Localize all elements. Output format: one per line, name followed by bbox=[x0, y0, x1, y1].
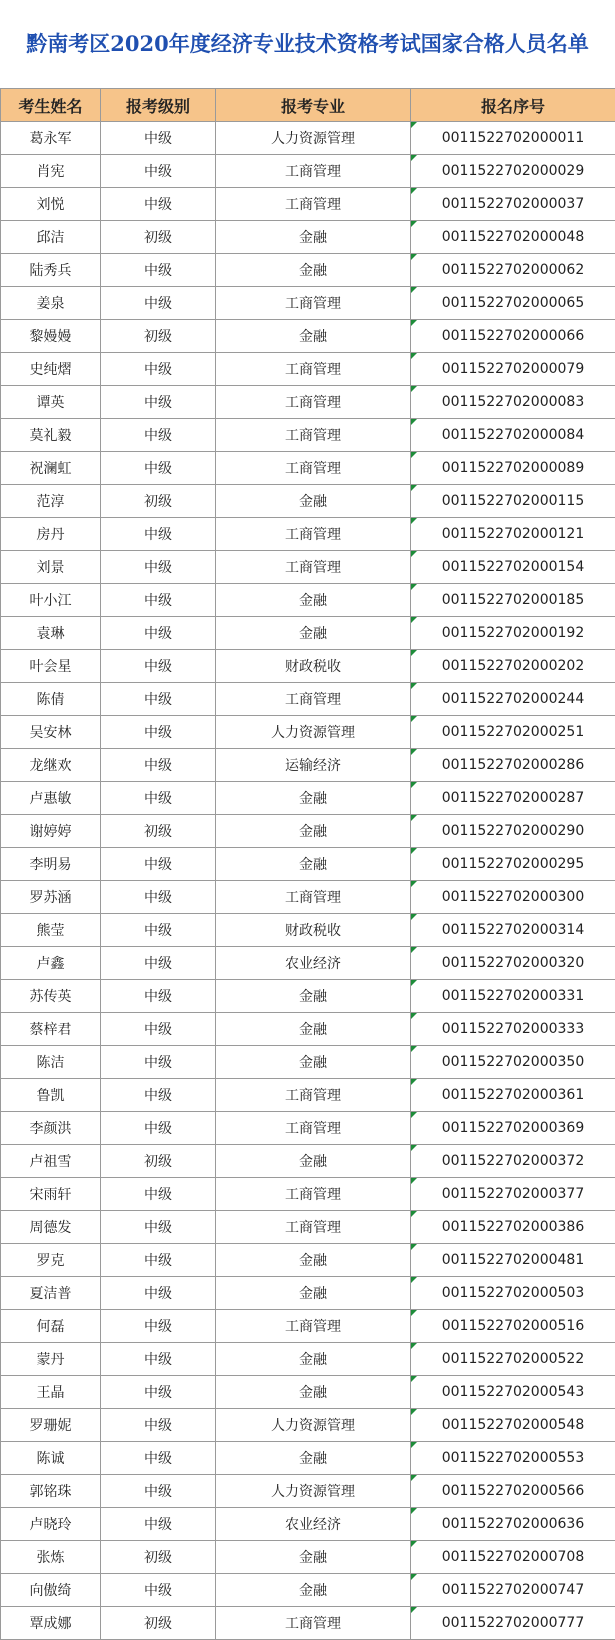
candidate-name-cell: 鲁凯 bbox=[1, 1079, 101, 1112]
table-row bbox=[1, 617, 615, 650]
candidate-name-cell: 刘悦 bbox=[1, 188, 101, 221]
exam-level-cell: 中级 bbox=[101, 683, 216, 716]
table-row bbox=[1, 815, 615, 848]
exam-level-cell: 中级 bbox=[101, 1013, 216, 1046]
table-row bbox=[1, 485, 615, 518]
table-row bbox=[1, 1178, 615, 1211]
table-row bbox=[1, 122, 615, 155]
table-row bbox=[1, 1376, 615, 1409]
registration-number-cell: 0011522702000083 bbox=[411, 386, 615, 419]
exam-major-cell: 工商管理 bbox=[216, 287, 411, 320]
exam-level-cell: 初级 bbox=[101, 485, 216, 518]
exam-major-cell: 金融 bbox=[216, 980, 411, 1013]
candidate-name-cell: 葛永军 bbox=[1, 122, 101, 155]
registration-number-cell: 0011522702000300 bbox=[411, 881, 615, 914]
candidate-name-cell: 罗克 bbox=[1, 1244, 101, 1277]
registration-number-cell: 0011522702000287 bbox=[411, 782, 615, 815]
exam-major-cell: 金融 bbox=[216, 221, 411, 254]
registration-number-cell: 0011522702000244 bbox=[411, 683, 615, 716]
table-row bbox=[1, 1013, 615, 1046]
exam-level-cell: 中级 bbox=[101, 947, 216, 980]
exam-level-cell: 中级 bbox=[101, 1376, 216, 1409]
exam-major-cell: 金融 bbox=[216, 1046, 411, 1079]
registration-number-cell: 0011522702000708 bbox=[411, 1541, 615, 1574]
exam-level-cell: 中级 bbox=[101, 353, 216, 386]
exam-major-cell: 工商管理 bbox=[216, 518, 411, 551]
exam-level-cell: 中级 bbox=[101, 419, 216, 452]
registration-number-cell: 0011522702000065 bbox=[411, 287, 615, 320]
registration-number-cell: 0011522702000011 bbox=[411, 122, 615, 155]
table-row bbox=[1, 221, 615, 254]
column-header-name: 考生姓名 bbox=[1, 89, 101, 122]
exam-level-cell: 中级 bbox=[101, 518, 216, 551]
exam-level-cell: 中级 bbox=[101, 1343, 216, 1376]
candidate-name-cell: 龙继欢 bbox=[1, 749, 101, 782]
exam-level-cell: 初级 bbox=[101, 815, 216, 848]
table-row bbox=[1, 419, 615, 452]
exam-major-cell: 工商管理 bbox=[216, 1310, 411, 1343]
exam-level-cell: 中级 bbox=[101, 1277, 216, 1310]
exam-level-cell: 中级 bbox=[101, 1046, 216, 1079]
exam-major-cell: 金融 bbox=[216, 1244, 411, 1277]
registration-number-cell: 0011522702000251 bbox=[411, 716, 615, 749]
exam-level-cell: 中级 bbox=[101, 1574, 216, 1607]
candidate-name-cell: 卢祖雪 bbox=[1, 1145, 101, 1178]
exam-major-cell: 工商管理 bbox=[216, 1211, 411, 1244]
exam-level-cell: 中级 bbox=[101, 584, 216, 617]
exam-major-cell: 财政税收 bbox=[216, 650, 411, 683]
exam-level-cell: 中级 bbox=[101, 551, 216, 584]
table-row bbox=[1, 1112, 615, 1145]
registration-number-cell: 0011522702000331 bbox=[411, 980, 615, 1013]
exam-level-cell: 初级 bbox=[101, 1607, 216, 1640]
candidate-name-cell: 覃成娜 bbox=[1, 1607, 101, 1640]
candidate-name-cell: 莫礼毅 bbox=[1, 419, 101, 452]
exam-major-cell: 金融 bbox=[216, 815, 411, 848]
table-row bbox=[1, 947, 615, 980]
table-row bbox=[1, 452, 615, 485]
table-row bbox=[1, 683, 615, 716]
table-row bbox=[1, 287, 615, 320]
table-row bbox=[1, 254, 615, 287]
exam-level-cell: 中级 bbox=[101, 881, 216, 914]
exam-major-cell: 工商管理 bbox=[216, 551, 411, 584]
registration-number-cell: 0011522702000314 bbox=[411, 914, 615, 947]
candidate-name-cell: 卢惠敏 bbox=[1, 782, 101, 815]
table-row bbox=[1, 1145, 615, 1178]
registration-number-cell: 0011522702000516 bbox=[411, 1310, 615, 1343]
registration-number-cell: 0011522702000548 bbox=[411, 1409, 615, 1442]
registration-number-cell: 0011522702000386 bbox=[411, 1211, 615, 1244]
exam-level-cell: 中级 bbox=[101, 1079, 216, 1112]
exam-major-cell: 工商管理 bbox=[216, 155, 411, 188]
exam-major-cell: 金融 bbox=[216, 1277, 411, 1310]
table-row bbox=[1, 848, 615, 881]
registration-number-cell: 0011522702000115 bbox=[411, 485, 615, 518]
registration-number-cell: 0011522702000029 bbox=[411, 155, 615, 188]
exam-level-cell: 中级 bbox=[101, 122, 216, 155]
exam-major-cell: 运输经济 bbox=[216, 749, 411, 782]
exam-level-cell: 初级 bbox=[101, 320, 216, 353]
exam-level-cell: 中级 bbox=[101, 452, 216, 485]
table-row bbox=[1, 980, 615, 1013]
table-row bbox=[1, 1574, 615, 1607]
table-row bbox=[1, 650, 615, 683]
exam-level-cell: 中级 bbox=[101, 1409, 216, 1442]
candidate-name-cell: 卢晓玲 bbox=[1, 1508, 101, 1541]
candidate-name-cell: 李明易 bbox=[1, 848, 101, 881]
candidate-name-cell: 陆秀兵 bbox=[1, 254, 101, 287]
candidate-name-cell: 何磊 bbox=[1, 1310, 101, 1343]
registration-number-cell: 0011522702000320 bbox=[411, 947, 615, 980]
candidate-name-cell: 蔡梓君 bbox=[1, 1013, 101, 1046]
candidate-name-cell: 向傲绮 bbox=[1, 1574, 101, 1607]
exam-level-cell: 中级 bbox=[101, 1508, 216, 1541]
registration-number-cell: 0011522702000503 bbox=[411, 1277, 615, 1310]
candidate-name-cell: 陈洁 bbox=[1, 1046, 101, 1079]
exam-level-cell: 中级 bbox=[101, 155, 216, 188]
registration-number-cell: 0011522702000481 bbox=[411, 1244, 615, 1277]
exam-major-cell: 金融 bbox=[216, 485, 411, 518]
exam-major-cell: 金融 bbox=[216, 1442, 411, 1475]
exam-level-cell: 中级 bbox=[101, 1310, 216, 1343]
exam-major-cell: 工商管理 bbox=[216, 881, 411, 914]
table-row bbox=[1, 155, 615, 188]
exam-major-cell: 金融 bbox=[216, 848, 411, 881]
candidate-name-cell: 王晶 bbox=[1, 1376, 101, 1409]
exam-major-cell: 金融 bbox=[216, 1574, 411, 1607]
candidate-name-cell: 袁琳 bbox=[1, 617, 101, 650]
header-row bbox=[1, 89, 615, 122]
exam-level-cell: 中级 bbox=[101, 1442, 216, 1475]
table-row bbox=[1, 1046, 615, 1079]
exam-level-cell: 中级 bbox=[101, 782, 216, 815]
exam-major-cell: 工商管理 bbox=[216, 188, 411, 221]
candidate-name-cell: 叶会星 bbox=[1, 650, 101, 683]
exam-major-cell: 工商管理 bbox=[216, 452, 411, 485]
registration-number-cell: 0011522702000084 bbox=[411, 419, 615, 452]
table-row bbox=[1, 749, 615, 782]
exam-level-cell: 中级 bbox=[101, 1475, 216, 1508]
table-row bbox=[1, 1244, 615, 1277]
exam-major-cell: 工商管理 bbox=[216, 1112, 411, 1145]
candidate-name-cell: 周德发 bbox=[1, 1211, 101, 1244]
exam-major-cell: 金融 bbox=[216, 1145, 411, 1178]
table-body bbox=[1, 122, 615, 1640]
registration-number-cell: 0011522702000048 bbox=[411, 221, 615, 254]
exam-major-cell: 金融 bbox=[216, 254, 411, 287]
table-row bbox=[1, 1277, 615, 1310]
candidate-name-cell: 陈诚 bbox=[1, 1442, 101, 1475]
exam-level-cell: 中级 bbox=[101, 749, 216, 782]
registration-number-cell: 0011522702000372 bbox=[411, 1145, 615, 1178]
table-row bbox=[1, 188, 615, 221]
registration-number-cell: 0011522702000121 bbox=[411, 518, 615, 551]
registration-number-cell: 0011522702000295 bbox=[411, 848, 615, 881]
exam-level-cell: 中级 bbox=[101, 980, 216, 1013]
exam-level-cell: 中级 bbox=[101, 1211, 216, 1244]
table-header bbox=[1, 89, 615, 122]
exam-level-cell: 中级 bbox=[101, 650, 216, 683]
exam-level-cell: 中级 bbox=[101, 914, 216, 947]
table-row bbox=[1, 584, 615, 617]
table-row bbox=[1, 1409, 615, 1442]
registration-number-cell: 0011522702000566 bbox=[411, 1475, 615, 1508]
candidate-name-cell: 郭铭珠 bbox=[1, 1475, 101, 1508]
candidate-name-cell: 罗珊妮 bbox=[1, 1409, 101, 1442]
exam-level-cell: 中级 bbox=[101, 848, 216, 881]
table-row bbox=[1, 1607, 615, 1640]
exam-level-cell: 中级 bbox=[101, 287, 216, 320]
exam-level-cell: 初级 bbox=[101, 1541, 216, 1574]
exam-level-cell: 中级 bbox=[101, 1112, 216, 1145]
exam-level-cell: 中级 bbox=[101, 1244, 216, 1277]
table-row bbox=[1, 1310, 615, 1343]
table-row bbox=[1, 1541, 615, 1574]
exam-level-cell: 初级 bbox=[101, 1145, 216, 1178]
exam-level-cell: 初级 bbox=[101, 221, 216, 254]
registration-number-cell: 0011522702000192 bbox=[411, 617, 615, 650]
table-row bbox=[1, 881, 615, 914]
candidate-name-cell: 夏洁普 bbox=[1, 1277, 101, 1310]
registration-number-cell: 0011522702000089 bbox=[411, 452, 615, 485]
exam-major-cell: 人力资源管理 bbox=[216, 1475, 411, 1508]
candidate-name-cell: 熊莹 bbox=[1, 914, 101, 947]
registration-number-cell: 0011522702000079 bbox=[411, 353, 615, 386]
exam-major-cell: 农业经济 bbox=[216, 1508, 411, 1541]
table-row bbox=[1, 320, 615, 353]
candidate-name-cell: 史纯熠 bbox=[1, 353, 101, 386]
candidate-name-cell: 苏传英 bbox=[1, 980, 101, 1013]
registration-number-cell: 0011522702000361 bbox=[411, 1079, 615, 1112]
table-row bbox=[1, 1343, 615, 1376]
candidate-name-cell: 罗苏涵 bbox=[1, 881, 101, 914]
registration-number-cell: 0011522702000062 bbox=[411, 254, 615, 287]
candidate-name-cell: 谢婷婷 bbox=[1, 815, 101, 848]
exam-level-cell: 中级 bbox=[101, 716, 216, 749]
table-row bbox=[1, 1211, 615, 1244]
registration-number-cell: 0011522702000154 bbox=[411, 551, 615, 584]
qualified-candidates-table bbox=[0, 88, 615, 1640]
table-row bbox=[1, 1508, 615, 1541]
candidate-name-cell: 谭英 bbox=[1, 386, 101, 419]
exam-major-cell: 金融 bbox=[216, 617, 411, 650]
candidate-name-cell: 张炼 bbox=[1, 1541, 101, 1574]
table-row bbox=[1, 1442, 615, 1475]
candidate-name-cell: 卢鑫 bbox=[1, 947, 101, 980]
table-row bbox=[1, 914, 615, 947]
exam-level-cell: 中级 bbox=[101, 386, 216, 419]
exam-major-cell: 金融 bbox=[216, 584, 411, 617]
exam-major-cell: 金融 bbox=[216, 320, 411, 353]
registration-number-cell: 0011522702000747 bbox=[411, 1574, 615, 1607]
column-header-major: 报考专业 bbox=[216, 89, 411, 122]
exam-level-cell: 中级 bbox=[101, 188, 216, 221]
exam-major-cell: 人力资源管理 bbox=[216, 716, 411, 749]
exam-major-cell: 金融 bbox=[216, 782, 411, 815]
candidate-name-cell: 陈倩 bbox=[1, 683, 101, 716]
registration-number-cell: 0011522702000350 bbox=[411, 1046, 615, 1079]
exam-major-cell: 金融 bbox=[216, 1376, 411, 1409]
table-row bbox=[1, 518, 615, 551]
exam-major-cell: 人力资源管理 bbox=[216, 1409, 411, 1442]
registration-number-cell: 0011522702000377 bbox=[411, 1178, 615, 1211]
exam-major-cell: 人力资源管理 bbox=[216, 122, 411, 155]
candidate-name-cell: 祝澜虹 bbox=[1, 452, 101, 485]
exam-major-cell: 工商管理 bbox=[216, 1079, 411, 1112]
exam-major-cell: 工商管理 bbox=[216, 353, 411, 386]
column-header-registration-number: 报名序号 bbox=[411, 89, 615, 122]
table-row bbox=[1, 551, 615, 584]
table-row bbox=[1, 1475, 615, 1508]
exam-level-cell: 中级 bbox=[101, 254, 216, 287]
registration-number-cell: 0011522702000286 bbox=[411, 749, 615, 782]
registration-number-cell: 0011522702000185 bbox=[411, 584, 615, 617]
candidate-name-cell: 范淳 bbox=[1, 485, 101, 518]
candidate-name-cell: 刘景 bbox=[1, 551, 101, 584]
exam-major-cell: 工商管理 bbox=[216, 1178, 411, 1211]
registration-number-cell: 0011522702000290 bbox=[411, 815, 615, 848]
registration-number-cell: 0011522702000777 bbox=[411, 1607, 615, 1640]
registration-number-cell: 0011522702000543 bbox=[411, 1376, 615, 1409]
registration-number-cell: 0011522702000066 bbox=[411, 320, 615, 353]
registration-number-cell: 0011522702000202 bbox=[411, 650, 615, 683]
candidate-name-cell: 房丹 bbox=[1, 518, 101, 551]
table-row bbox=[1, 716, 615, 749]
registration-number-cell: 0011522702000369 bbox=[411, 1112, 615, 1145]
exam-level-cell: 中级 bbox=[101, 617, 216, 650]
exam-major-cell: 金融 bbox=[216, 1013, 411, 1046]
candidate-name-cell: 黎嫚嫚 bbox=[1, 320, 101, 353]
candidate-name-cell: 肖宪 bbox=[1, 155, 101, 188]
exam-major-cell: 工商管理 bbox=[216, 683, 411, 716]
table-row bbox=[1, 386, 615, 419]
table-row bbox=[1, 782, 615, 815]
page-title: 黔南考区2020年度经济专业技术资格考试国家合格人员名单 bbox=[26, 31, 589, 56]
candidate-name-cell: 邱洁 bbox=[1, 221, 101, 254]
candidate-name-cell: 姜泉 bbox=[1, 287, 101, 320]
exam-major-cell: 金融 bbox=[216, 1343, 411, 1376]
exam-major-cell: 农业经济 bbox=[216, 947, 411, 980]
table-row bbox=[1, 1079, 615, 1112]
registration-number-cell: 0011522702000636 bbox=[411, 1508, 615, 1541]
candidate-name-cell: 蒙丹 bbox=[1, 1343, 101, 1376]
candidate-name-cell: 李颜洪 bbox=[1, 1112, 101, 1145]
exam-major-cell: 工商管理 bbox=[216, 419, 411, 452]
candidate-name-cell: 宋雨轩 bbox=[1, 1178, 101, 1211]
registration-number-cell: 0011522702000553 bbox=[411, 1442, 615, 1475]
registration-number-cell: 0011522702000522 bbox=[411, 1343, 615, 1376]
registration-number-cell: 0011522702000037 bbox=[411, 188, 615, 221]
column-header-level: 报考级别 bbox=[101, 89, 216, 122]
candidate-name-cell: 吴安林 bbox=[1, 716, 101, 749]
exam-major-cell: 财政税收 bbox=[216, 914, 411, 947]
candidate-name-cell: 叶小江 bbox=[1, 584, 101, 617]
table-row bbox=[1, 353, 615, 386]
exam-level-cell: 中级 bbox=[101, 1178, 216, 1211]
exam-major-cell: 工商管理 bbox=[216, 1607, 411, 1640]
registration-number-cell: 0011522702000333 bbox=[411, 1013, 615, 1046]
exam-major-cell: 金融 bbox=[216, 1541, 411, 1574]
exam-major-cell: 工商管理 bbox=[216, 386, 411, 419]
